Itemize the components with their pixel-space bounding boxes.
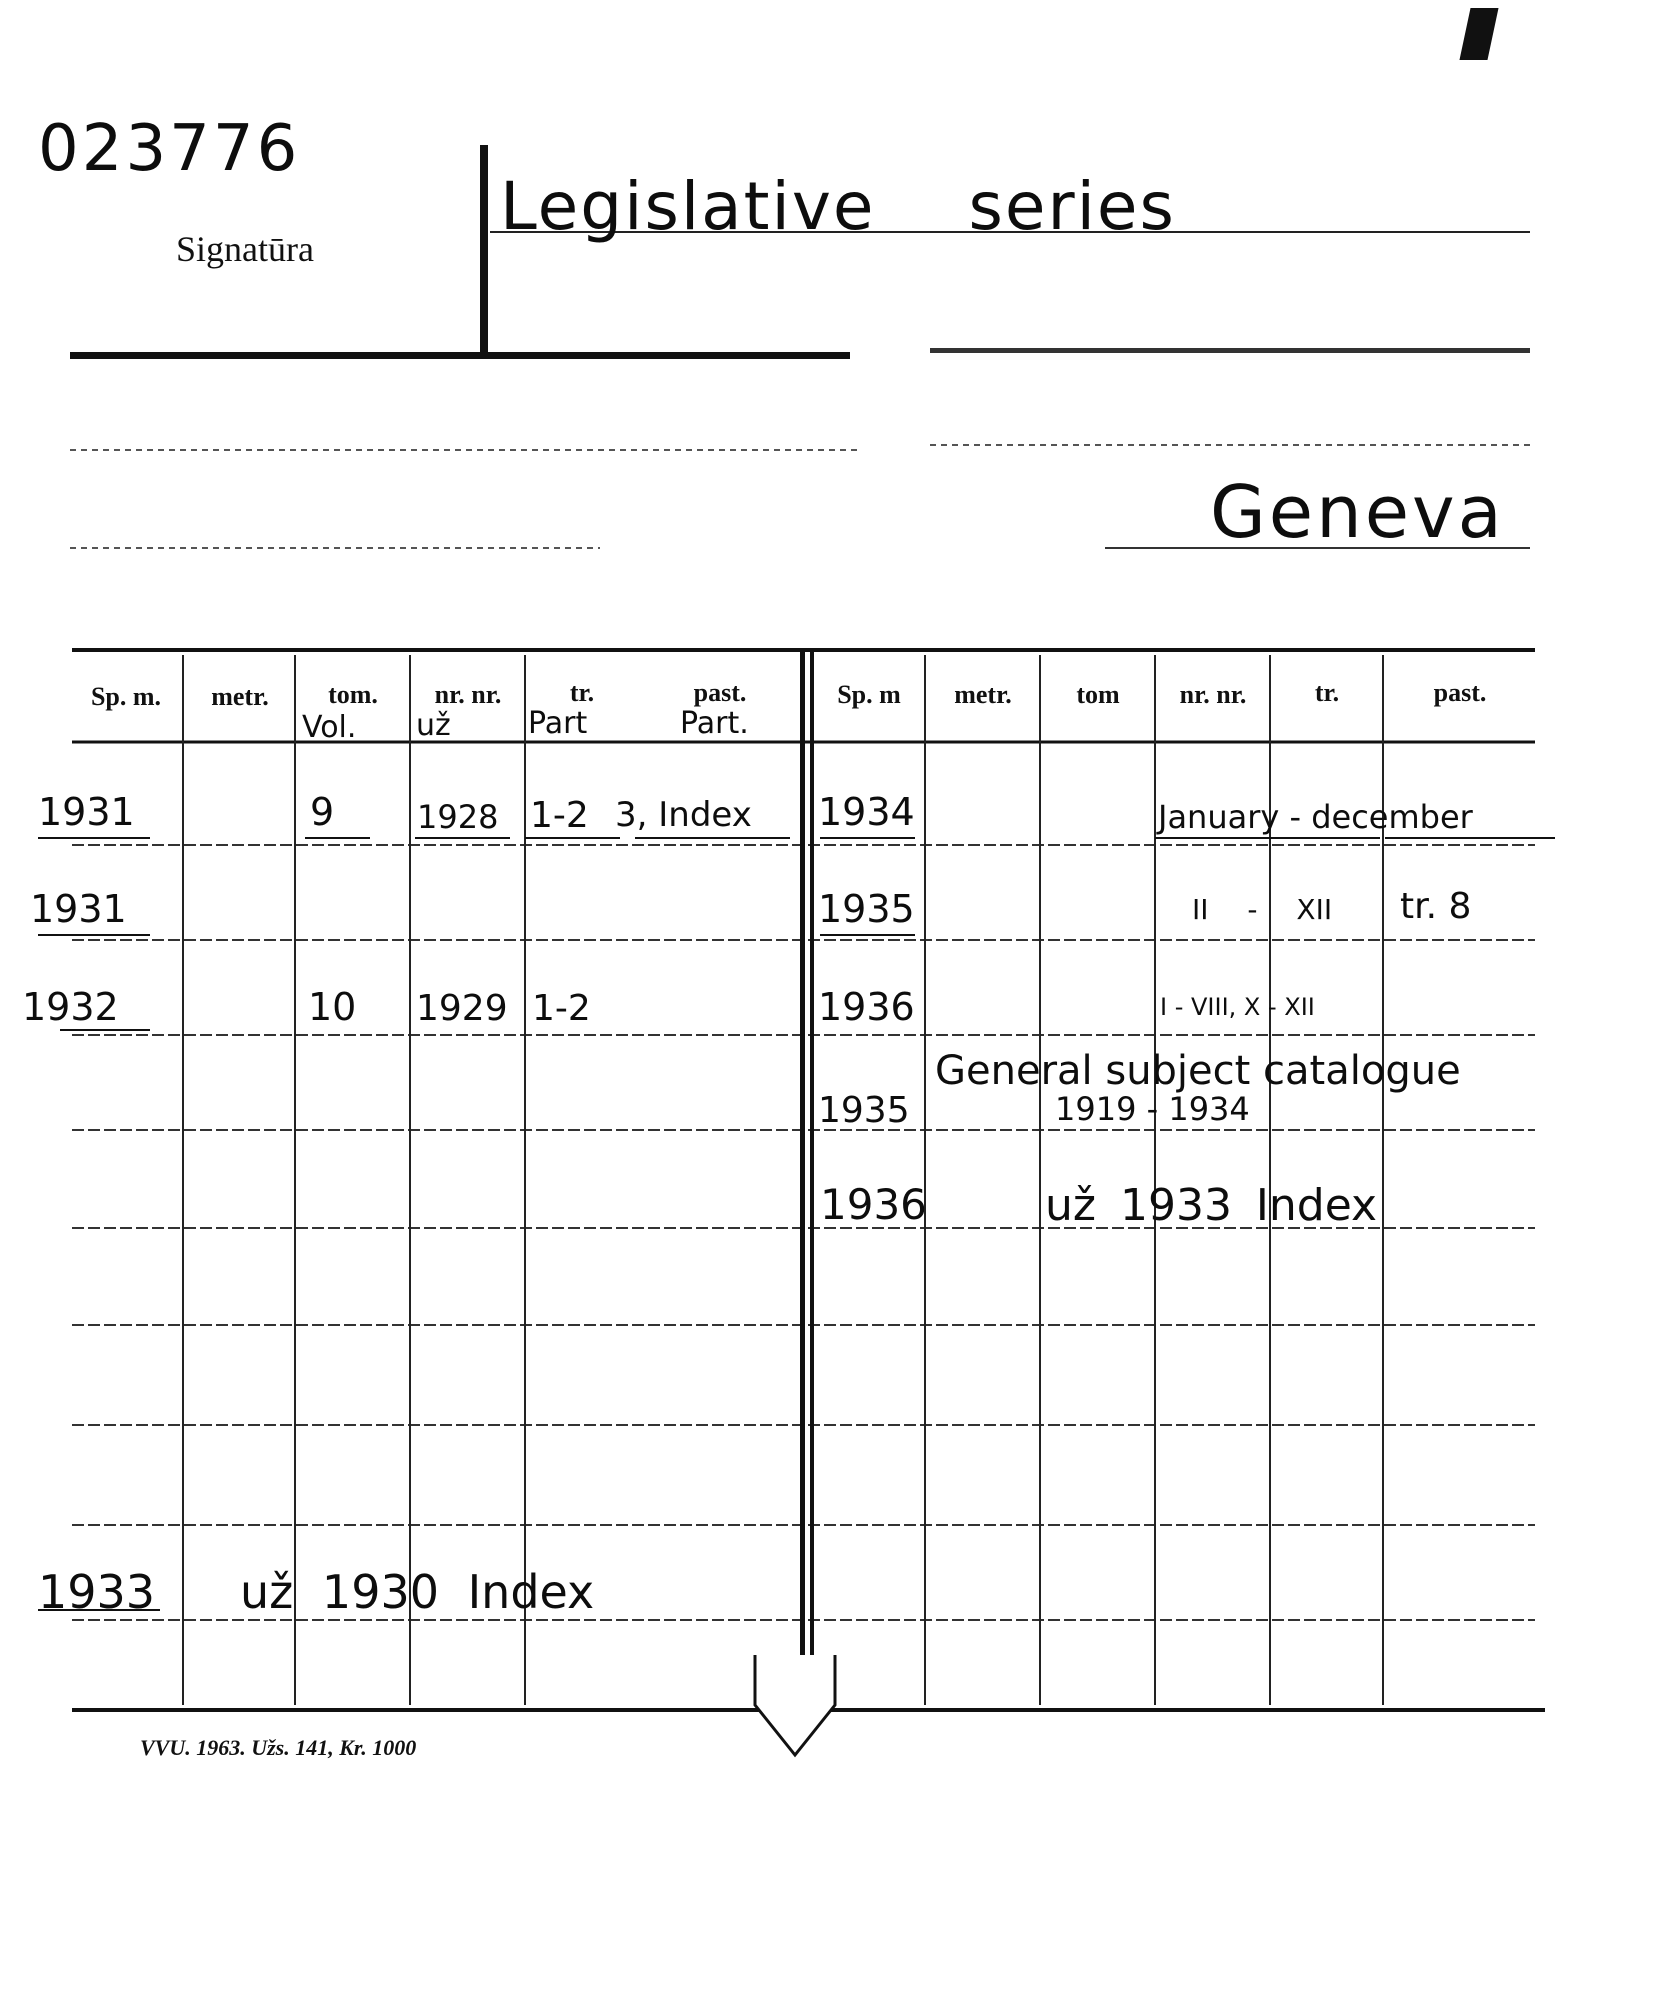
header-tom-right: tom [1076,680,1120,709]
header-past-left: past. [693,678,747,707]
right-row-4-text: General subject catalogue [935,1048,1461,1094]
header-sp-m-left: Sp. m. [90,682,162,711]
subheader-uz: už [416,708,451,743]
left-row-3-vol: 10 [308,985,357,1029]
left-row-3-year: 1932 [22,985,119,1029]
right-row-3-text: I - VIII, X - XII [1160,993,1315,1021]
right-row-3-year: 1936 [818,985,915,1029]
left-row-1-past: 3, Index [615,795,752,835]
card-number: 023776 [38,112,301,186]
right-row-2-year: 1935 [818,887,915,931]
header-tom-left: tom. [328,680,378,709]
right-row-4-year: 1935 [818,1090,910,1131]
subheader-vol: Vol. [302,710,357,745]
right-row-1-text: January - december [1158,798,1473,836]
left-row-2-year: 1931 [30,887,127,931]
printer-footer: VVU. 1963. Užs. 141, Kr. 1000 [140,1735,417,1760]
header-past-right: past. [1433,678,1487,707]
header-metr-left: metr. [211,682,269,711]
left-bottom-note: už 1930 Index [240,1565,595,1619]
right-row-2-text: II - XII [1192,893,1333,926]
right-row-5-year: 1936 [820,1180,927,1229]
place-name: Geneva [1210,470,1505,554]
left-row-1-part: 1-2 [530,795,589,836]
series-title: Legislative series [500,168,1176,245]
header-nrnr-left: nr. nr. [434,680,502,709]
left-row-3-nr: 1929 [416,988,508,1029]
subheader-part-2: Part. [680,706,749,741]
header-nrnr-right: nr. nr. [1179,680,1247,709]
right-row-1-year: 1934 [818,790,915,834]
left-row-3-part: 1-2 [532,988,591,1029]
header-tr-right: tr. [1314,678,1340,707]
right-row-4-text2: 1919 - 1934 [1055,1090,1250,1128]
header-tr-left: tr. [569,678,595,707]
right-row-5-text: už 1933 Index [1045,1180,1378,1231]
left-row-1-vol: 9 [310,790,335,834]
left-row-1-nr: 1928 [417,798,499,836]
left-bottom-year: 1933 [38,1565,156,1619]
header-metr-right: metr. [954,680,1012,709]
signature-label: Signatūra [176,229,314,269]
subheader-part: Part [528,706,588,741]
left-row-1-year: 1931 [38,790,135,834]
right-row-2-extra: tr. 8 [1400,886,1472,927]
card-notch [740,1635,850,1775]
header-sp-m-right: Sp. m [837,680,901,709]
